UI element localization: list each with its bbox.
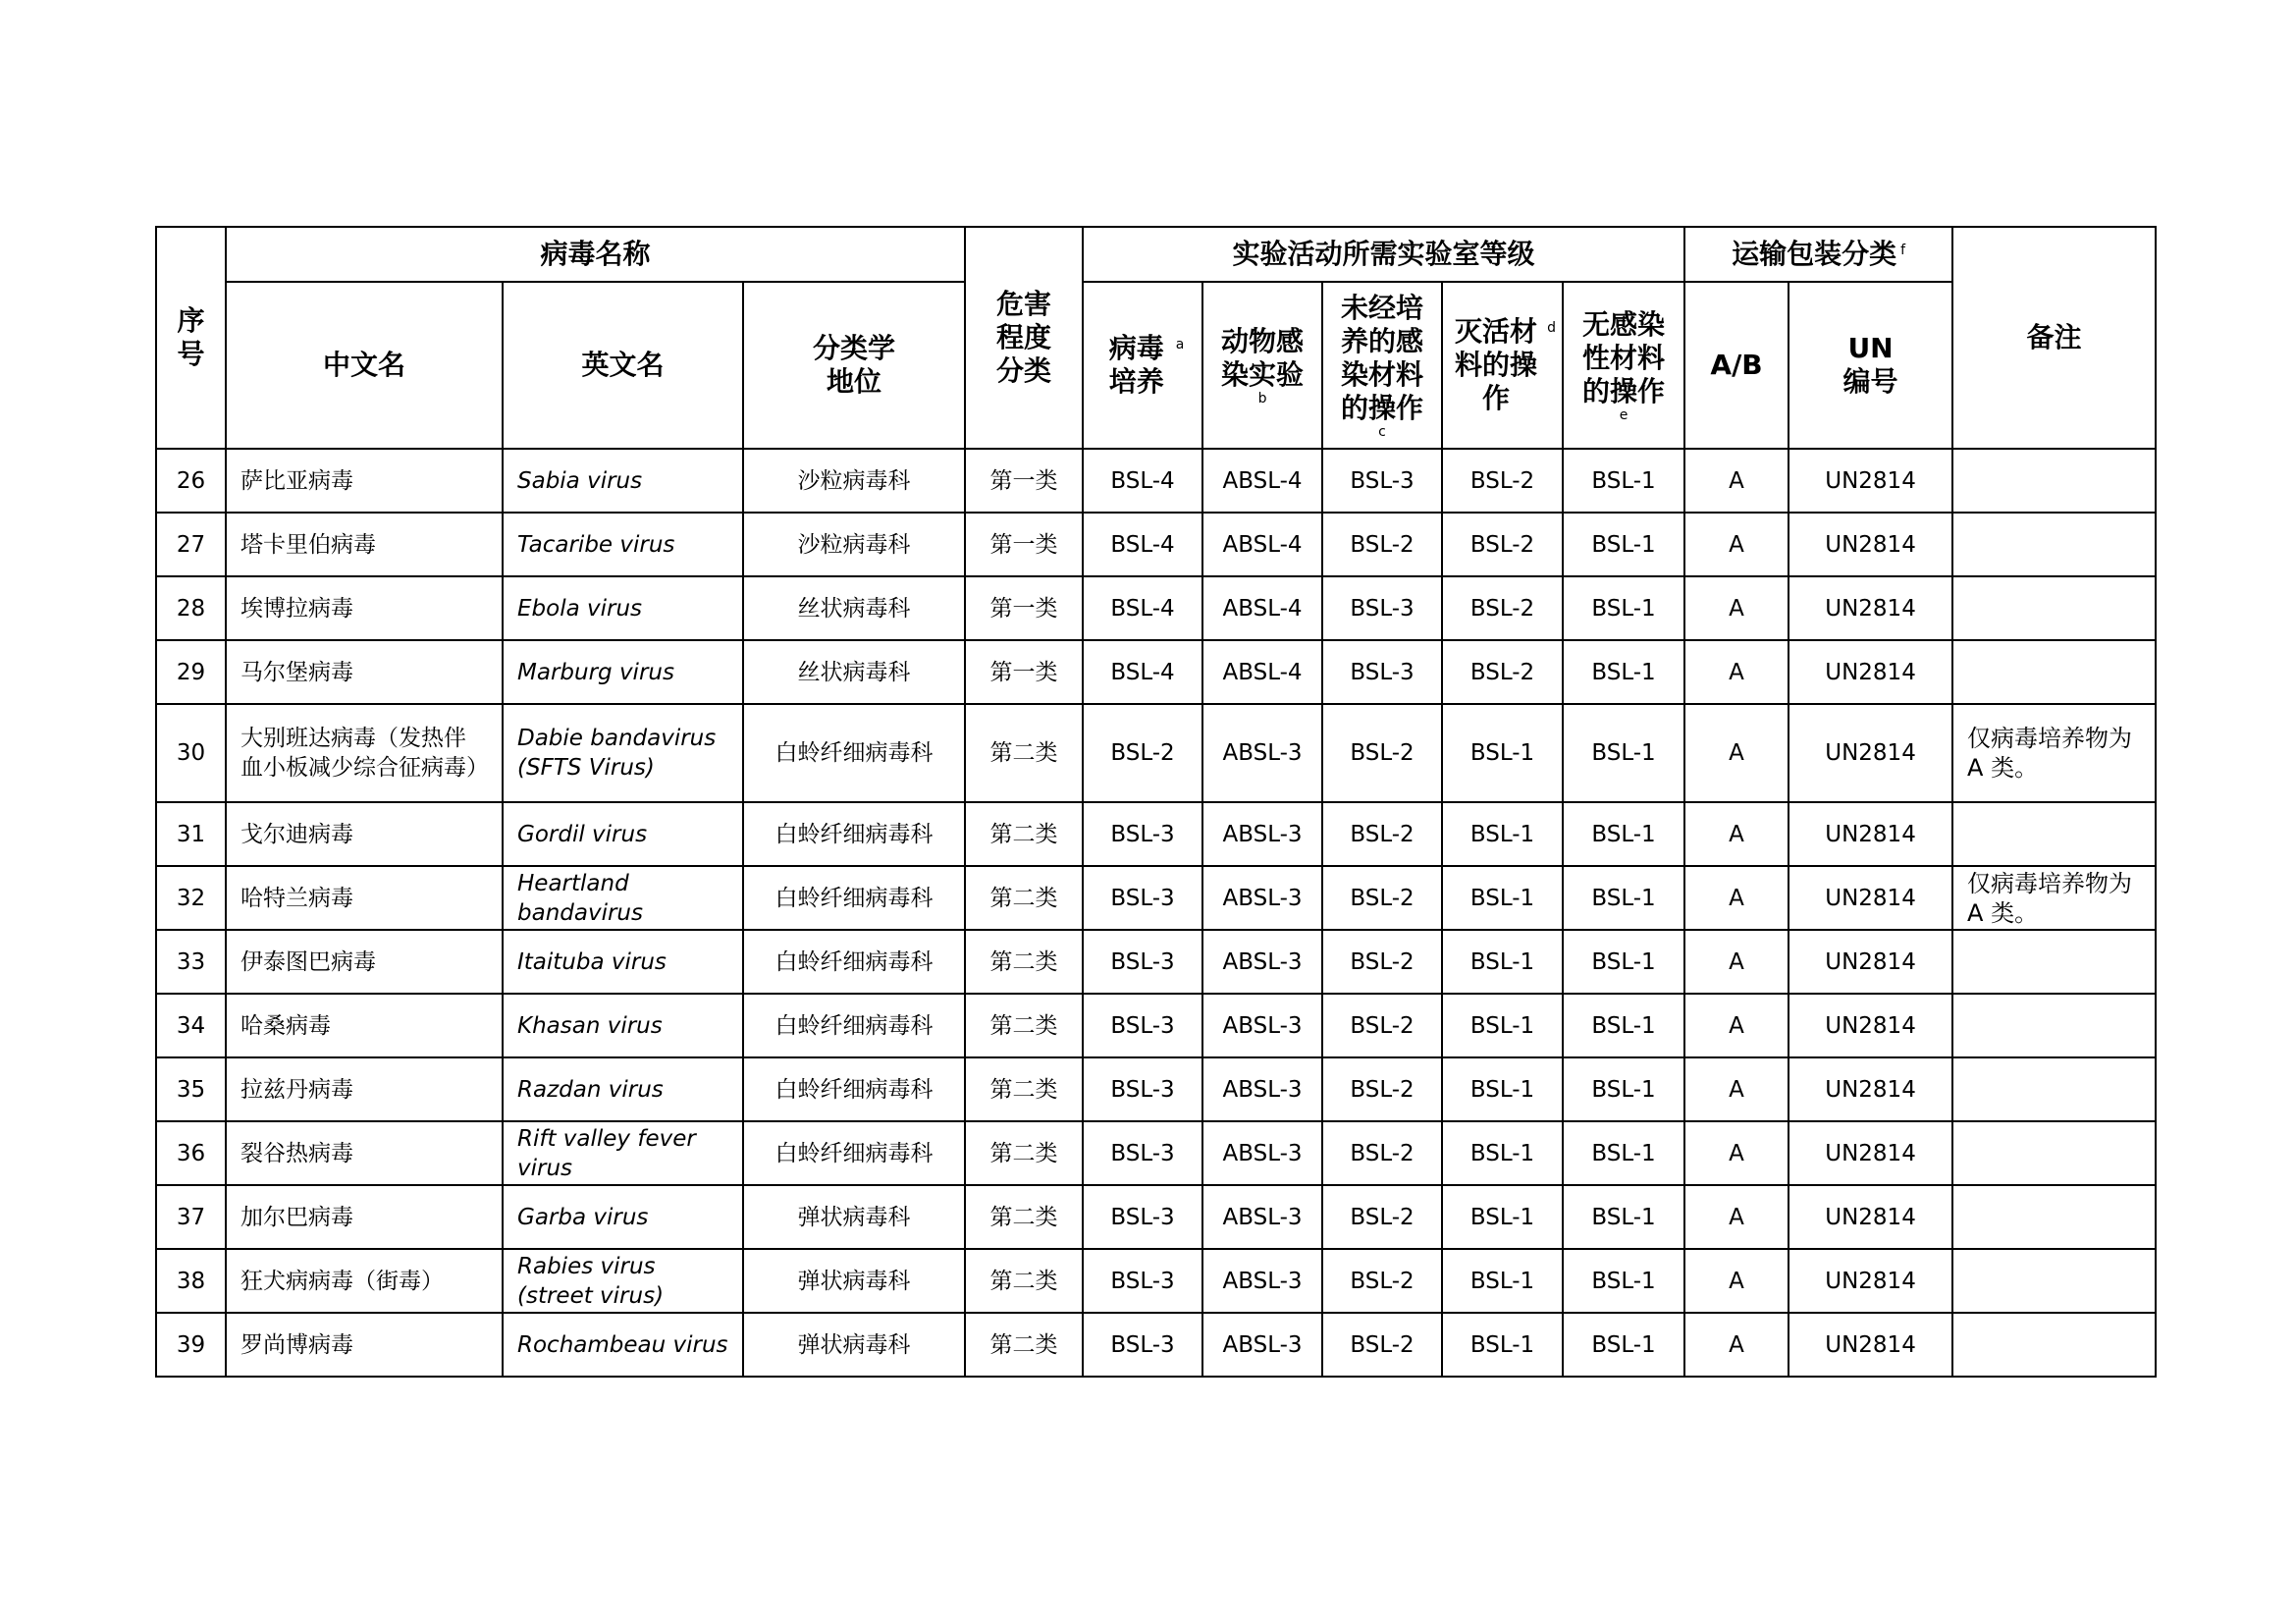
cell-no: 37 bbox=[156, 1185, 226, 1249]
header-taxonomy: 分类学地位 bbox=[743, 282, 965, 449]
cell-cn-name: 萨比亚病毒 bbox=[226, 449, 503, 513]
table-row bbox=[156, 1185, 2156, 1249]
table-body bbox=[156, 449, 2156, 1377]
cell-en-name: Razdan virus bbox=[503, 1057, 743, 1121]
cell-cn-name: 狂犬病病毒（街毒） bbox=[226, 1249, 503, 1313]
cell-culture: BSL-3 bbox=[1083, 930, 1202, 994]
cell-noninfect: BSL-1 bbox=[1563, 930, 1684, 994]
cell-no: 38 bbox=[156, 1249, 226, 1313]
header-inactivated: 灭活材料的操作$^d$ bbox=[1442, 282, 1563, 449]
cell-uncultured: BSL-2 bbox=[1322, 802, 1442, 866]
cell-un: UN2814 bbox=[1789, 704, 1952, 802]
cell-no: 39 bbox=[156, 1313, 226, 1377]
cell-taxonomy: 丝状病毒科 bbox=[743, 576, 965, 640]
cell-uncultured: BSL-2 bbox=[1322, 1121, 1442, 1185]
cell-culture: BSL-4 bbox=[1083, 513, 1202, 576]
table-row bbox=[156, 513, 2156, 576]
cell-hazard: 第二类 bbox=[965, 802, 1083, 866]
cell-en-name: Rabies virus (street virus) bbox=[503, 1249, 743, 1313]
cell-hazard: 第二类 bbox=[965, 1185, 1083, 1249]
cell-animal: ABSL-3 bbox=[1202, 930, 1322, 994]
header-animal: 动物感染实验 b bbox=[1202, 282, 1322, 449]
cell-noninfect: BSL-1 bbox=[1563, 994, 1684, 1057]
cell-ab: A bbox=[1684, 994, 1789, 1057]
cell-culture: BSL-3 bbox=[1083, 1185, 1202, 1249]
cell-culture: BSL-4 bbox=[1083, 640, 1202, 704]
cell-taxonomy: 沙粒病毒科 bbox=[743, 513, 965, 576]
cell-uncultured: BSL-3 bbox=[1322, 576, 1442, 640]
header-transport: 运输包装分类 $^f$ bbox=[1684, 227, 1952, 282]
cell-no: 26 bbox=[156, 449, 226, 513]
cell-culture: BSL-3 bbox=[1083, 866, 1202, 930]
cell-cn-name: 罗尚博病毒 bbox=[226, 1313, 503, 1377]
cell-taxonomy: 白蛉纤细病毒科 bbox=[743, 930, 965, 994]
cell-no: 27 bbox=[156, 513, 226, 576]
cell-remark bbox=[1952, 1249, 2156, 1313]
cell-taxonomy: 白蛉纤细病毒科 bbox=[743, 1121, 965, 1185]
cell-inactivated: BSL-2 bbox=[1442, 576, 1563, 640]
cell-un: UN2814 bbox=[1789, 1313, 1952, 1377]
cell-un: UN2814 bbox=[1789, 866, 1952, 930]
cell-remark bbox=[1952, 994, 2156, 1057]
cell-animal: ABSL-3 bbox=[1202, 994, 1322, 1057]
cell-remark bbox=[1952, 1313, 2156, 1377]
header-cn-name: 中文名 bbox=[226, 282, 503, 449]
cell-inactivated: BSL-1 bbox=[1442, 1249, 1563, 1313]
virus-table bbox=[155, 226, 2157, 1378]
cell-taxonomy: 丝状病毒科 bbox=[743, 640, 965, 704]
cell-en-name: Ebola virus bbox=[503, 576, 743, 640]
cell-noninfect: BSL-1 bbox=[1563, 449, 1684, 513]
cell-en-name: Rochambeau virus bbox=[503, 1313, 743, 1377]
header-ab: A/B bbox=[1684, 282, 1789, 449]
cell-ab: A bbox=[1684, 704, 1789, 802]
cell-cn-name: 哈特兰病毒 bbox=[226, 866, 503, 930]
cell-culture: BSL-3 bbox=[1083, 802, 1202, 866]
cell-hazard: 第二类 bbox=[965, 1249, 1083, 1313]
cell-un: UN2814 bbox=[1789, 576, 1952, 640]
cell-ab: A bbox=[1684, 1185, 1789, 1249]
cell-uncultured: BSL-2 bbox=[1322, 866, 1442, 930]
cell-un: UN2814 bbox=[1789, 1121, 1952, 1185]
cell-uncultured: BSL-3 bbox=[1322, 449, 1442, 513]
cell-remark: 仅病毒培养物为 A 类。 bbox=[1952, 704, 2156, 802]
cell-hazard: 第二类 bbox=[965, 1057, 1083, 1121]
cell-hazard: 第二类 bbox=[965, 994, 1083, 1057]
cell-hazard: 第一类 bbox=[965, 513, 1083, 576]
cell-culture: BSL-4 bbox=[1083, 449, 1202, 513]
cell-no: 34 bbox=[156, 994, 226, 1057]
table-row bbox=[156, 802, 2156, 866]
cell-noninfect: BSL-1 bbox=[1563, 1313, 1684, 1377]
table-row bbox=[156, 1121, 2156, 1185]
cell-en-name: Rift valley fever virus bbox=[503, 1121, 743, 1185]
cell-animal: ABSL-4 bbox=[1202, 576, 1322, 640]
cell-remark bbox=[1952, 1185, 2156, 1249]
cell-taxonomy: 白蛉纤细病毒科 bbox=[743, 704, 965, 802]
cell-en-name: Sabia virus bbox=[503, 449, 743, 513]
cell-culture: BSL-2 bbox=[1083, 704, 1202, 802]
cell-uncultured: BSL-2 bbox=[1322, 994, 1442, 1057]
cell-un: UN2814 bbox=[1789, 1057, 1952, 1121]
cell-remark bbox=[1952, 576, 2156, 640]
cell-en-name: Dabie bandavirus (SFTS Virus) bbox=[503, 704, 743, 802]
cell-cn-name: 埃博拉病毒 bbox=[226, 576, 503, 640]
cell-remark bbox=[1952, 1057, 2156, 1121]
header-uncultured: 未经培养的感染材料的操作 c bbox=[1322, 282, 1442, 449]
cell-taxonomy: 白蛉纤细病毒科 bbox=[743, 866, 965, 930]
table-row bbox=[156, 994, 2156, 1057]
cell-ab: A bbox=[1684, 513, 1789, 576]
cell-cn-name: 伊泰图巴病毒 bbox=[226, 930, 503, 994]
cell-noninfect: BSL-1 bbox=[1563, 576, 1684, 640]
table-row bbox=[156, 704, 2156, 802]
cell-en-name: Khasan virus bbox=[503, 994, 743, 1057]
cell-cn-name: 哈桑病毒 bbox=[226, 994, 503, 1057]
cell-no: 30 bbox=[156, 704, 226, 802]
cell-culture: BSL-3 bbox=[1083, 1121, 1202, 1185]
cell-inactivated: BSL-2 bbox=[1442, 513, 1563, 576]
cell-animal: ABSL-3 bbox=[1202, 1057, 1322, 1121]
header-virus-name: 病毒名称 bbox=[226, 227, 965, 282]
cell-un: UN2814 bbox=[1789, 513, 1952, 576]
cell-animal: ABSL-4 bbox=[1202, 449, 1322, 513]
cell-noninfect: BSL-1 bbox=[1563, 1121, 1684, 1185]
cell-en-name: Garba virus bbox=[503, 1185, 743, 1249]
cell-taxonomy: 弹状病毒科 bbox=[743, 1313, 965, 1377]
cell-inactivated: BSL-1 bbox=[1442, 1121, 1563, 1185]
cell-uncultured: BSL-2 bbox=[1322, 704, 1442, 802]
cell-ab: A bbox=[1684, 640, 1789, 704]
cell-inactivated: BSL-2 bbox=[1442, 449, 1563, 513]
table-row bbox=[156, 1057, 2156, 1121]
cell-taxonomy: 沙粒病毒科 bbox=[743, 449, 965, 513]
table-row bbox=[156, 576, 2156, 640]
header-noninfect: 无感染性材料的操作 e bbox=[1563, 282, 1684, 449]
cell-animal: ABSL-3 bbox=[1202, 1313, 1322, 1377]
cell-uncultured: BSL-3 bbox=[1322, 640, 1442, 704]
cell-inactivated: BSL-2 bbox=[1442, 640, 1563, 704]
header-culture: 病毒培养$^a$ bbox=[1083, 282, 1202, 449]
cell-inactivated: BSL-1 bbox=[1442, 930, 1563, 994]
cell-hazard: 第一类 bbox=[965, 640, 1083, 704]
cell-no: 31 bbox=[156, 802, 226, 866]
cell-en-name: Marburg virus bbox=[503, 640, 743, 704]
cell-animal: ABSL-3 bbox=[1202, 1185, 1322, 1249]
cell-no: 36 bbox=[156, 1121, 226, 1185]
cell-ab: A bbox=[1684, 449, 1789, 513]
cell-hazard: 第二类 bbox=[965, 704, 1083, 802]
cell-remark bbox=[1952, 930, 2156, 994]
cell-remark bbox=[1952, 640, 2156, 704]
cell-uncultured: BSL-2 bbox=[1322, 513, 1442, 576]
cell-animal: ABSL-3 bbox=[1202, 704, 1322, 802]
cell-un: UN2814 bbox=[1789, 994, 1952, 1057]
cell-inactivated: BSL-1 bbox=[1442, 866, 1563, 930]
table-row bbox=[156, 866, 2156, 930]
cell-culture: BSL-3 bbox=[1083, 1313, 1202, 1377]
cell-taxonomy: 弹状病毒科 bbox=[743, 1249, 965, 1313]
cell-animal: ABSL-4 bbox=[1202, 640, 1322, 704]
cell-ab: A bbox=[1684, 576, 1789, 640]
header-hazard: 危害程度分类 bbox=[965, 227, 1083, 449]
cell-uncultured: BSL-2 bbox=[1322, 1057, 1442, 1121]
header-un: UN编号 bbox=[1789, 282, 1952, 449]
cell-noninfect: BSL-1 bbox=[1563, 1185, 1684, 1249]
header-seq: 序号 bbox=[156, 227, 226, 449]
cell-hazard: 第二类 bbox=[965, 930, 1083, 994]
cell-culture: BSL-4 bbox=[1083, 576, 1202, 640]
cell-no: 33 bbox=[156, 930, 226, 994]
cell-animal: ABSL-4 bbox=[1202, 513, 1322, 576]
cell-en-name: Gordil virus bbox=[503, 802, 743, 866]
cell-noninfect: BSL-1 bbox=[1563, 1057, 1684, 1121]
cell-ab: A bbox=[1684, 866, 1789, 930]
cell-un: UN2814 bbox=[1789, 449, 1952, 513]
cell-inactivated: BSL-1 bbox=[1442, 1057, 1563, 1121]
cell-noninfect: BSL-1 bbox=[1563, 513, 1684, 576]
cell-en-name: Itaituba virus bbox=[503, 930, 743, 994]
cell-inactivated: BSL-1 bbox=[1442, 1185, 1563, 1249]
cell-hazard: 第一类 bbox=[965, 449, 1083, 513]
table-row bbox=[156, 1313, 2156, 1377]
cell-hazard: 第二类 bbox=[965, 866, 1083, 930]
cell-animal: ABSL-3 bbox=[1202, 1249, 1322, 1313]
cell-un: UN2814 bbox=[1789, 1185, 1952, 1249]
cell-cn-name: 加尔巴病毒 bbox=[226, 1185, 503, 1249]
cell-cn-name: 裂谷热病毒 bbox=[226, 1121, 503, 1185]
cell-noninfect: BSL-1 bbox=[1563, 802, 1684, 866]
cell-en-name: Heartland bandavirus bbox=[503, 866, 743, 930]
cell-no: 35 bbox=[156, 1057, 226, 1121]
cell-inactivated: BSL-1 bbox=[1442, 802, 1563, 866]
cell-remark bbox=[1952, 802, 2156, 866]
cell-hazard: 第二类 bbox=[965, 1313, 1083, 1377]
cell-no: 29 bbox=[156, 640, 226, 704]
table-row bbox=[156, 640, 2156, 704]
cell-ab: A bbox=[1684, 1121, 1789, 1185]
cell-noninfect: BSL-1 bbox=[1563, 704, 1684, 802]
cell-culture: BSL-3 bbox=[1083, 1249, 1202, 1313]
table-row bbox=[156, 1249, 2156, 1313]
cell-noninfect: BSL-1 bbox=[1563, 1249, 1684, 1313]
cell-inactivated: BSL-1 bbox=[1442, 994, 1563, 1057]
cell-cn-name: 马尔堡病毒 bbox=[226, 640, 503, 704]
cell-remark bbox=[1952, 513, 2156, 576]
cell-cn-name: 塔卡里伯病毒 bbox=[226, 513, 503, 576]
cell-noninfect: BSL-1 bbox=[1563, 640, 1684, 704]
cell-animal: ABSL-3 bbox=[1202, 802, 1322, 866]
cell-taxonomy: 白蛉纤细病毒科 bbox=[743, 994, 965, 1057]
cell-un: UN2814 bbox=[1789, 1249, 1952, 1313]
cell-un: UN2814 bbox=[1789, 640, 1952, 704]
cell-en-name: Tacaribe virus bbox=[503, 513, 743, 576]
cell-inactivated: BSL-1 bbox=[1442, 1313, 1563, 1377]
cell-no: 28 bbox=[156, 576, 226, 640]
cell-hazard: 第二类 bbox=[965, 1121, 1083, 1185]
cell-taxonomy: 弹状病毒科 bbox=[743, 1185, 965, 1249]
cell-uncultured: BSL-2 bbox=[1322, 1249, 1442, 1313]
cell-animal: ABSL-3 bbox=[1202, 1121, 1322, 1185]
cell-inactivated: BSL-1 bbox=[1442, 704, 1563, 802]
cell-cn-name: 大别班达病毒（发热伴血小板减少综合征病毒） bbox=[226, 704, 503, 802]
table-row bbox=[156, 930, 2156, 994]
table-row bbox=[156, 449, 2156, 513]
cell-cn-name: 拉兹丹病毒 bbox=[226, 1057, 503, 1121]
cell-ab: A bbox=[1684, 930, 1789, 994]
cell-remark bbox=[1952, 1121, 2156, 1185]
cell-uncultured: BSL-2 bbox=[1322, 1313, 1442, 1377]
cell-uncultured: BSL-2 bbox=[1322, 930, 1442, 994]
cell-animal: ABSL-3 bbox=[1202, 866, 1322, 930]
cell-taxonomy: 白蛉纤细病毒科 bbox=[743, 802, 965, 866]
cell-culture: BSL-3 bbox=[1083, 1057, 1202, 1121]
cell-hazard: 第一类 bbox=[965, 576, 1083, 640]
cell-ab: A bbox=[1684, 1313, 1789, 1377]
header-lab-level: 实验活动所需实验室等级 bbox=[1083, 227, 1684, 282]
cell-ab: A bbox=[1684, 1249, 1789, 1313]
cell-cn-name: 戈尔迪病毒 bbox=[226, 802, 503, 866]
header-en-name: 英文名 bbox=[503, 282, 743, 449]
cell-noninfect: BSL-1 bbox=[1563, 866, 1684, 930]
cell-un: UN2814 bbox=[1789, 802, 1952, 866]
cell-ab: A bbox=[1684, 802, 1789, 866]
cell-taxonomy: 白蛉纤细病毒科 bbox=[743, 1057, 965, 1121]
cell-ab: A bbox=[1684, 1057, 1789, 1121]
cell-culture: BSL-3 bbox=[1083, 994, 1202, 1057]
cell-no: 32 bbox=[156, 866, 226, 930]
header-remark: 备注 bbox=[1952, 227, 2156, 449]
cell-un: UN2814 bbox=[1789, 930, 1952, 994]
cell-uncultured: BSL-2 bbox=[1322, 1185, 1442, 1249]
cell-remark bbox=[1952, 449, 2156, 513]
cell-remark: 仅病毒培养物为 A 类。 bbox=[1952, 866, 2156, 930]
